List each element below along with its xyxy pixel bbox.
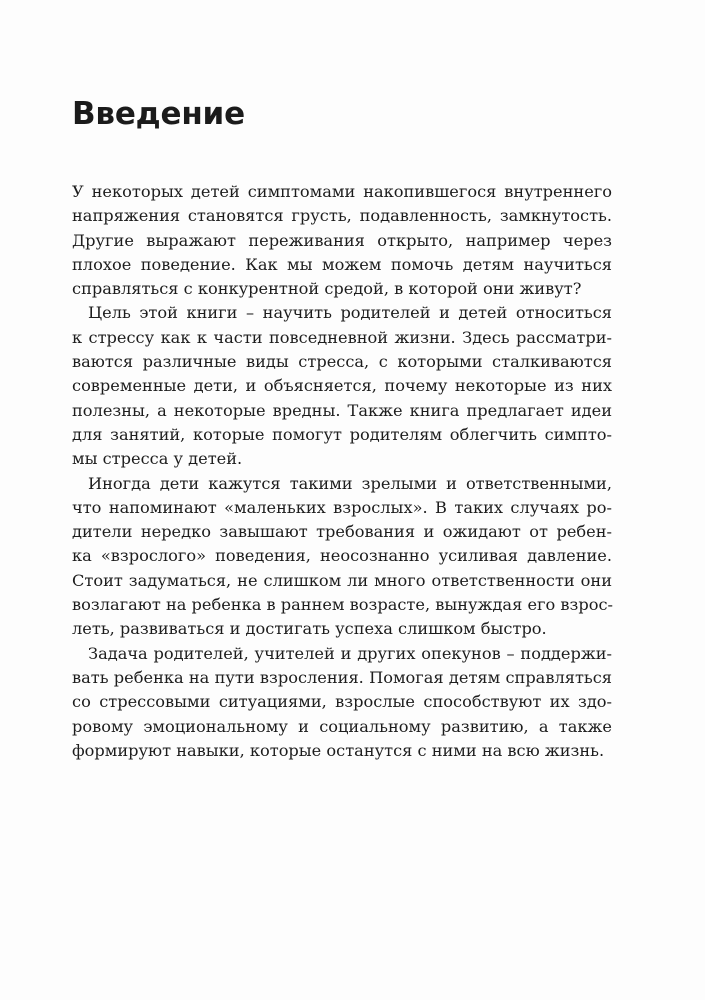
paragraph-4: [72, 642, 612, 763]
text-line: формируют навыки, которые останутся с ними на всю жизнь.: [72, 740, 605, 760]
text-line: мы стресса у детей.: [72, 449, 243, 469]
text-line: напряжения становятся грусть, подавленность, замкнутость.: [72, 206, 612, 226]
chapter-heading: Введение: [72, 96, 245, 132]
body-text: [72, 180, 612, 763]
text-line: что напоминают «маленьких взрослых». В таких случаях ро-: [72, 497, 612, 517]
paragraph-2: [72, 301, 612, 471]
text-line: дители нередко завышают требования и ожидают от ребен-: [72, 522, 612, 542]
paragraph-3: [72, 472, 612, 642]
text-line: вать ребенка на пути взросления. Помогая детям справляться: [72, 667, 612, 687]
text-line: ка «взрослого» поведения, неосознанно усиливая давление.: [72, 546, 612, 566]
text-line: к стрессу как к части повседневной жизни. Здесь рассматри-: [72, 327, 612, 347]
text-line: леть, развиваться и достигать успеха слишком быстро.: [72, 619, 547, 639]
text-line: ваются различные виды стресса, с которыми сталкиваются: [72, 352, 612, 372]
text-line: справляться с конкурентной средой, в которой они живут?: [72, 279, 582, 299]
text-line: Стоит задуматься, не слишком ли много ответственности они: [72, 570, 612, 590]
text-line: для занятий, которые помогут родителям облегчить симпто-: [72, 424, 612, 444]
text-line: возлагают на ребенка в раннем возрасте, вынуждая его взрос-: [72, 595, 613, 615]
text-line: Задача родителей, учителей и других опекунов – поддержи-: [88, 643, 612, 663]
text-line: полезны, а некоторые вредны. Также книга предлагает идеи: [72, 400, 612, 420]
text-line: Иногда дети кажутся такими зрелыми и ответственными,: [88, 473, 612, 493]
text-line: современные дети, и объясняется, почему некоторые из них: [72, 376, 612, 396]
text-line: ровому эмоциональному и социальному развитию, а также: [72, 716, 612, 736]
paragraph-1: [72, 180, 612, 301]
text-line: У некоторых детей симптомами накопившегося внутреннего: [72, 182, 612, 201]
text-line: плохое поведение. Как мы можем помочь детям научиться: [72, 254, 612, 274]
text-line: Другие выражают переживания открыто, например через: [72, 230, 612, 250]
text-line: Цель этой книги – научить родителей и детей относиться: [88, 303, 612, 323]
text-line: со стрессовыми ситуациями, взрослые способствуют их здо-: [72, 692, 612, 712]
